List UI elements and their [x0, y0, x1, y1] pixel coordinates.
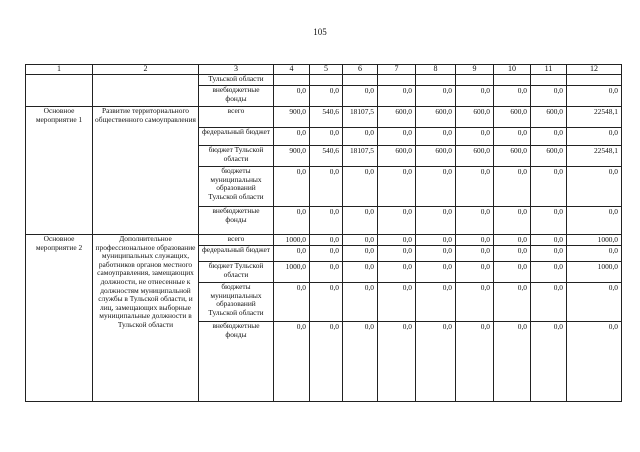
value-cell: 0,0 [416, 235, 456, 246]
value-cell: 600,0 [378, 107, 416, 128]
page-number: 105 [313, 27, 327, 37]
value-cell: 0,0 [378, 167, 416, 207]
table-cell [26, 75, 93, 107]
value-cell: 540,6 [310, 146, 343, 167]
value-cell: 900,0 [274, 146, 310, 167]
value-cell: 0,0 [494, 283, 531, 322]
value-cell: 0,0 [456, 128, 494, 146]
table-cell [274, 75, 310, 86]
value-cell: 0,0 [310, 235, 343, 246]
value-cell: 0,0 [378, 235, 416, 246]
funding-source: Тульской области [199, 75, 274, 86]
column-number: 10 [494, 65, 531, 75]
value-cell: 0,0 [378, 128, 416, 146]
value-cell: 600,0 [378, 146, 416, 167]
value-cell: 600,0 [456, 146, 494, 167]
value-cell: 0,0 [416, 128, 456, 146]
value-cell: 18107,5 [343, 146, 378, 167]
value-cell: 0,0 [456, 207, 494, 235]
column-number: 1 [26, 65, 93, 75]
value-cell: 0,0 [274, 283, 310, 322]
value-cell: 0,0 [378, 283, 416, 322]
value-cell: 18107,5 [343, 107, 378, 128]
value-cell: 0,0 [343, 262, 378, 283]
budget-table [25, 64, 622, 402]
value-cell: 0,0 [494, 86, 531, 107]
value-cell: 0,0 [456, 283, 494, 322]
value-cell: 0,0 [494, 322, 531, 402]
value-cell: 0,0 [416, 86, 456, 107]
funding-source: бюджеты муниципальных образований Тульской области [199, 283, 274, 322]
value-cell: 0,0 [494, 235, 531, 246]
value-cell: 0,0 [531, 262, 567, 283]
value-cell: 0,0 [531, 235, 567, 246]
value-cell: 0,0 [343, 207, 378, 235]
funding-source: федеральный бюджет [199, 128, 274, 146]
column-number: 11 [531, 65, 567, 75]
value-cell: 600,0 [456, 107, 494, 128]
funding-source: всего [199, 235, 274, 246]
value-cell: 0,0 [416, 207, 456, 235]
value-cell: 0,0 [274, 167, 310, 207]
funding-source: внебюджетные фонды [199, 322, 274, 402]
column-number: 6 [343, 65, 378, 75]
value-cell: 0,0 [416, 262, 456, 283]
value-cell: 0,0 [274, 207, 310, 235]
column-number-row [26, 65, 622, 75]
value-cell: 0,0 [567, 283, 622, 322]
funding-source: внебюджетные фонды [199, 207, 274, 235]
table-cell [416, 75, 456, 86]
value-cell: 0,0 [531, 86, 567, 107]
table-cell [456, 75, 494, 86]
value-cell: 600,0 [494, 146, 531, 167]
value-cell: 0,0 [343, 246, 378, 262]
value-cell: 0,0 [416, 167, 456, 207]
value-cell: 0,0 [456, 246, 494, 262]
column-number: 7 [378, 65, 416, 75]
value-cell: 600,0 [494, 107, 531, 128]
value-cell: 0,0 [274, 246, 310, 262]
value-cell: 0,0 [416, 246, 456, 262]
column-number: 8 [416, 65, 456, 75]
value-cell: 0,0 [310, 246, 343, 262]
value-cell: 0,0 [531, 246, 567, 262]
table-cell [494, 75, 531, 86]
value-cell: 0,0 [494, 128, 531, 146]
value-cell: 0,0 [343, 128, 378, 146]
table-row [26, 235, 622, 246]
value-cell: 0,0 [343, 283, 378, 322]
value-cell: 0,0 [310, 262, 343, 283]
value-cell: 0,0 [378, 262, 416, 283]
value-cell: 0,0 [494, 246, 531, 262]
value-cell: 0,0 [416, 283, 456, 322]
funding-source: бюджеты муниципальных образований Тульской области [199, 167, 274, 207]
value-cell: 0,0 [531, 322, 567, 402]
value-cell: 0,0 [310, 86, 343, 107]
value-cell: 0,0 [567, 86, 622, 107]
column-number: 3 [199, 65, 274, 75]
activity-type: Основное мероприятие 1 [26, 107, 93, 235]
value-cell: 0,0 [456, 167, 494, 207]
value-cell: 900,0 [274, 107, 310, 128]
value-cell: 0,0 [456, 322, 494, 402]
value-cell: 1000,0 [274, 235, 310, 246]
table-cell [531, 75, 567, 86]
column-number: 5 [310, 65, 343, 75]
activity-name: Развитие территориального общественного самоуправления [93, 107, 199, 235]
column-number: 4 [274, 65, 310, 75]
table-cell [567, 75, 622, 86]
value-cell: 0,0 [494, 167, 531, 207]
value-cell: 22548,1 [567, 107, 622, 128]
value-cell: 600,0 [416, 146, 456, 167]
value-cell: 0,0 [531, 167, 567, 207]
value-cell: 600,0 [531, 146, 567, 167]
funding-source: внебюджетные фонды [199, 86, 274, 107]
value-cell: 0,0 [567, 322, 622, 402]
activity-type: Основное мероприятие 2 [26, 235, 93, 402]
value-cell: 0,0 [531, 283, 567, 322]
value-cell: 0,0 [567, 167, 622, 207]
value-cell: 0,0 [567, 128, 622, 146]
value-cell: 540,6 [310, 107, 343, 128]
value-cell: 0,0 [378, 207, 416, 235]
value-cell: 0,0 [274, 322, 310, 402]
column-number: 2 [93, 65, 199, 75]
value-cell: 1000,0 [567, 235, 622, 246]
value-cell: 600,0 [416, 107, 456, 128]
continuation-row [26, 75, 622, 86]
value-cell: 0,0 [567, 207, 622, 235]
value-cell: 0,0 [310, 207, 343, 235]
value-cell: 0,0 [310, 167, 343, 207]
value-cell: 0,0 [456, 86, 494, 107]
value-cell: 0,0 [378, 86, 416, 107]
table-cell [310, 75, 343, 86]
table-row [26, 107, 622, 128]
value-cell: 0,0 [567, 246, 622, 262]
value-cell: 0,0 [310, 322, 343, 402]
value-cell: 0,0 [456, 262, 494, 283]
column-number: 12 [567, 65, 622, 75]
value-cell: 0,0 [274, 86, 310, 107]
value-cell: 0,0 [343, 167, 378, 207]
funding-source: федеральный бюджет [199, 246, 274, 262]
funding-source: всего [199, 107, 274, 128]
value-cell: 0,0 [378, 246, 416, 262]
value-cell: 0,0 [343, 86, 378, 107]
column-number: 9 [456, 65, 494, 75]
value-cell: 0,0 [531, 128, 567, 146]
value-cell: 0,0 [378, 322, 416, 402]
value-cell: 1000,0 [567, 262, 622, 283]
table-cell [343, 75, 378, 86]
value-cell: 0,0 [494, 262, 531, 283]
value-cell: 0,0 [310, 128, 343, 146]
table-cell [93, 75, 199, 107]
value-cell: 0,0 [310, 283, 343, 322]
value-cell: 0,0 [456, 235, 494, 246]
value-cell: 0,0 [343, 322, 378, 402]
value-cell: 0,0 [494, 207, 531, 235]
value-cell: 1000,0 [274, 262, 310, 283]
table-cell [378, 75, 416, 86]
funding-source: бюджет Тульской области [199, 262, 274, 283]
value-cell: 22548,1 [567, 146, 622, 167]
value-cell: 0,0 [274, 128, 310, 146]
value-cell: 0,0 [416, 322, 456, 402]
value-cell: 0,0 [531, 207, 567, 235]
value-cell: 0,0 [343, 235, 378, 246]
activity-name: Дополнительное профессиональное образование муниципальных служащих, работников органов местного самоуправления, замещающих должности, не отнесенные к должностям муниципальной службы в Тульской области, и лиц, замещающих выборные муниципальные должности в Тульской области [93, 235, 199, 402]
value-cell: 600,0 [531, 107, 567, 128]
funding-source: бюджет Тульской области [199, 146, 274, 167]
